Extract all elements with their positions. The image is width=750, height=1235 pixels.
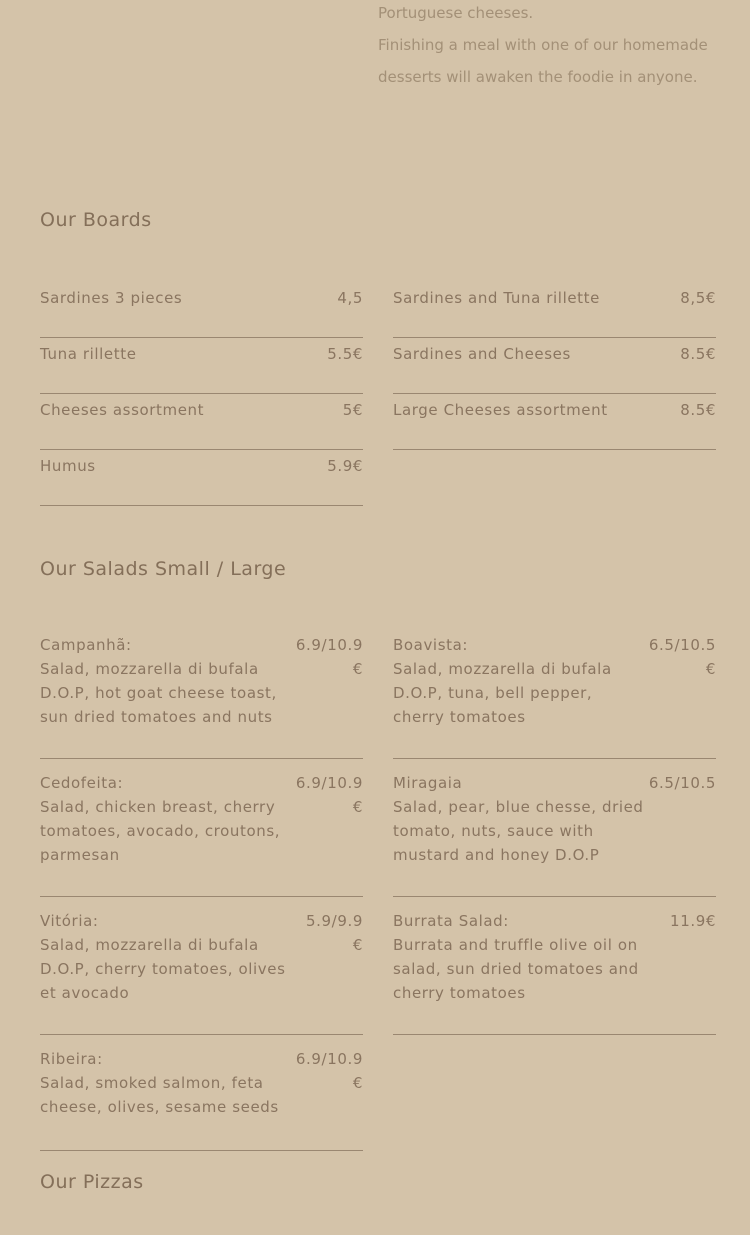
item-name: Miragaia [393, 774, 463, 792]
boards-title: Our Boards [40, 209, 152, 231]
menu-item [40, 339, 363, 394]
item-name: Tuna rillette [40, 345, 137, 363]
item-text [40, 1047, 290, 1135]
item-name: Sardines and Tuna rillette [393, 289, 600, 307]
item-description: Salad, smoked salmon, feta cheese, olives, sesame seeds [40, 1074, 279, 1116]
item-price: 8,5€ [680, 289, 716, 307]
menu-item [40, 909, 363, 1035]
item-price: 8.5€ [680, 345, 716, 363]
item-text [40, 771, 290, 883]
menu-item [40, 395, 363, 450]
menu-item [393, 339, 716, 394]
item-price: 5.9€ [327, 457, 363, 475]
menu-item [40, 633, 363, 759]
item-price: 5€ [342, 401, 363, 419]
item-description: Salad, mozzarella di bufala D.O.P, tuna, bell pepper, cherry tomatoes [393, 660, 612, 726]
item-description: Salad, chicken breast, cherry tomatoes, avocado, croutons, parmesan [40, 798, 281, 864]
item-name: Ribeira: [40, 1050, 103, 1068]
menu-item [393, 633, 716, 759]
item-name: Large Cheeses assortment [393, 401, 608, 419]
menu-item [40, 1047, 363, 1151]
item-name: Sardines and Cheeses [393, 345, 571, 363]
salads-left-column [40, 633, 363, 1151]
item-price: 11.9€ [670, 912, 716, 930]
item-price: 6.5/10.5 € [648, 636, 716, 678]
menu-item [40, 451, 363, 506]
item-price: 6.9/10.9 € [295, 774, 363, 816]
item-name: Burrata Salad: [393, 912, 509, 930]
item-text [40, 909, 290, 1021]
item-description: Salad, mozzarella di bufala D.O.P, hot goat cheese toast, sun dried tomatoes and nuts [40, 660, 277, 726]
item-name: Boavista: [393, 636, 469, 654]
menu-item [40, 283, 363, 338]
intro-text [378, 0, 728, 93]
salads-right-column [393, 633, 716, 1035]
item-description: Salad, mozzarella di bufala D.O.P, cherry tomatoes, olives et avocado [40, 936, 286, 1002]
intro-line: desserts will awaken the foodie in anyone. [378, 68, 698, 86]
item-text [393, 909, 649, 1021]
item-name: Campanhã: [40, 636, 132, 654]
intro-line: Finishing a meal with one of our homemade [378, 36, 708, 54]
item-price: 6.9/10.9 € [295, 636, 363, 678]
item-name: Sardines 3 pieces [40, 289, 183, 307]
item-price: 5.9/9.9 € [306, 912, 363, 954]
menu-item [393, 771, 716, 897]
item-description: Salad, pear, blue chesse, dried tomato, nuts, sauce with mustard and honey D.O.P [393, 798, 644, 864]
item-name: Cheeses assortment [40, 401, 205, 419]
item-name: Vitória: [40, 912, 99, 930]
item-name: Cedofeita: [40, 774, 124, 792]
boards-right-column [393, 283, 716, 451]
item-price: 4,5 [337, 289, 363, 307]
pizzas-title: Our Pizzas [40, 1171, 144, 1193]
salads-title: Our Salads Small / Large [40, 558, 287, 580]
item-text [393, 633, 649, 745]
item-text [40, 633, 290, 745]
item-price: 8.5€ [680, 401, 716, 419]
menu-item [40, 771, 363, 897]
menu-item [393, 283, 716, 338]
item-text [393, 771, 649, 883]
menu-item [393, 395, 716, 450]
item-price: 6.9/10.9 € [295, 1050, 363, 1092]
item-name: Humus [40, 457, 96, 475]
item-price: 6.5/10.5 [648, 774, 716, 792]
intro-line: Portuguese cheeses. [378, 4, 534, 22]
menu-item [393, 909, 716, 1035]
item-description: Burrata and truffle olive oil on salad, sun dried tomatoes and cherry tomatoes [393, 936, 639, 1002]
item-price: 5.5€ [327, 345, 363, 363]
boards-left-column [40, 283, 363, 507]
